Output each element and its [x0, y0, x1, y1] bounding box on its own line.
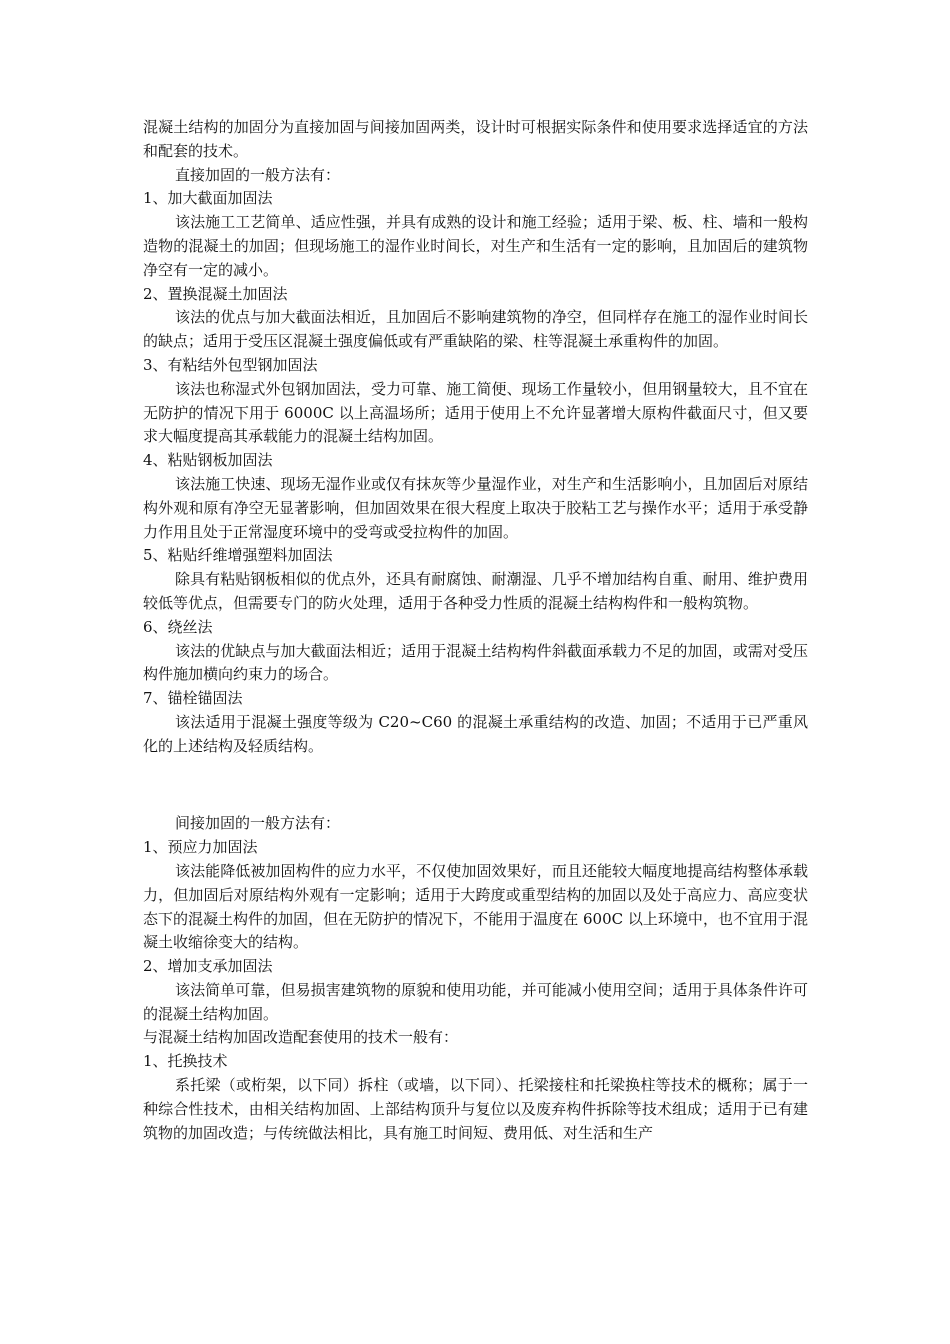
body-paragraph: 直接加固的一般方法有： — [175, 165, 341, 184]
body-paragraph: 该法适用于混凝土强度等级为 C20~C60 的混凝土承重结构的改造、加固；不适用于已严重风化的上述结构及轻质结构。 — [143, 712, 808, 755]
body-paragraph: 该法施工快速、现场无湿作业或仅有抹灰等少量湿作业，对生产和生活影响小，且加固后对原结构外观和原有净空无显著影响，但加固效果在很大程度上取决于胶粘工艺与操作水平；适用于承受静力作用且处于正常湿度环境中的受弯或受拉构件的加固。 — [143, 474, 808, 541]
heading-line: 3、有粘结外包型钢加固法 — [143, 355, 318, 374]
body-paragraph: 间接加固的一般方法有： — [175, 814, 341, 833]
blank-line — [143, 774, 808, 798]
body-paragraph: 该法的优缺点与加大截面法相近；适用于混凝土结构构件斜截面承载力不足的加固，或需对受压构件施加横向约束力的场合。 — [143, 641, 808, 684]
body-paragraph: 系托梁（或桁架，以下同）拆柱（或墙，以下同）、托梁接柱和托梁换柱等技术的概称；属于一种综合性技术，由相关结构加固、上部结构顶升与复位以及废弃构件拆除等技术组成；适用于已有建筑物的加固改造；与传统做法相比，具有施工时间短、费用低、对生活和生产 — [143, 1076, 808, 1142]
body-paragraph: 该法能降低被加固构件的应力水平，不仅使加固效果好，而且还能较大幅度地提高结构整体承载力，但加固后对原结构外观有一定影响；适用于大跨度或重型结构的加固以及处于高应力、高应变状态下的混凝土构件的加固，但在无防护的情况下，不能用于温度在 600C 以上环境中，也不宜用于混凝土收缩徐变大的结构。 — [143, 861, 808, 952]
heading-line: 混凝土结构的加固分为直接加固与间接加固两类，设计时可根据实际条件和使用要求选择适宜的方法和配套的技术。 — [143, 118, 808, 160]
body-paragraph: 除具有粘贴钢板相似的优点外，还具有耐腐蚀、耐潮湿、几乎不增加结构自重、耐用、维护费用较低等优点，但需要专门的防火处理，适用于各种受力性质的混凝土结构构件和一般构筑物。 — [143, 570, 808, 612]
heading-line: 4、粘贴钢板加固法 — [143, 451, 273, 470]
body-paragraph: 该法施工工艺简单、适应性强，并具有成熟的设计和施工经验；适用于梁、板、柱、墙和一般构造物的混凝土的加固；但现场施工的湿作业时间长，对生产和生活有一定的影响，且加固后的建筑物净空有一定的减小。 — [143, 213, 808, 279]
body-paragraph: 该法也称湿式外包钢加固法，受力可靠、施工简便、现场工作量较小，但用钢量较大，且不宜在无防护的情况下用于 6000C 以上高温场所；适用于使用上不允许显著增大原构件截面尺寸，但又要求大幅度提高其承载能力的混凝土结构加固。 — [143, 379, 808, 446]
heading-line: 2、置换混凝土加固法 — [143, 284, 288, 303]
heading-line: 1、加大截面加固法 — [143, 189, 273, 208]
heading-line: 1、预应力加固法 — [143, 838, 258, 857]
heading-line: 6、绕丝法 — [143, 617, 213, 636]
heading-line: 2、增加支承加固法 — [143, 957, 273, 976]
heading-line: 5、粘贴纤维增强塑料加固法 — [143, 546, 333, 565]
body-paragraph: 该法的优点与加大截面法相近，且加固后不影响建筑物的净空，但同样存在施工的湿作业时间长的缺点；适用于受压区混凝土强度偏低或有严重缺陷的梁、柱等混凝土承重构件的加固。 — [143, 308, 808, 351]
heading-line: 1、托换技术 — [143, 1052, 228, 1071]
heading-line: 与混凝土结构加固改造配套使用的技术一般有： — [143, 1028, 459, 1047]
heading-line: 7、锚栓锚固法 — [143, 689, 243, 708]
body-paragraph: 该法简单可靠，但易损害建筑物的原貌和使用功能，并可能减小使用空间；适用于具体条件许可的混凝土结构加固。 — [143, 980, 808, 1023]
document-page — [143, 116, 808, 1145]
